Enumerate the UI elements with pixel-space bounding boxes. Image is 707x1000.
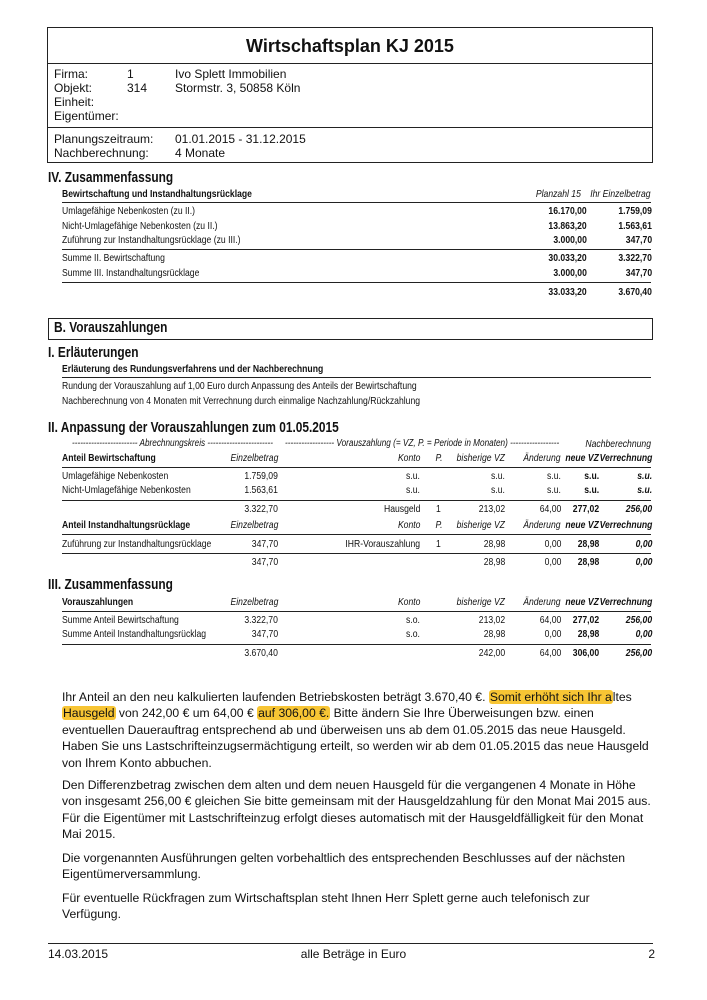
row-p: 1 (436, 538, 441, 550)
header-divider (48, 127, 652, 128)
label-objekt: Objekt: (54, 81, 93, 95)
section-iv-subtitle: Bewirtschaftung und Instandhaltungsrücklage (62, 188, 252, 200)
recalc-period: 4 Monate (175, 146, 226, 160)
col-einzel: Einzelbetrag (230, 596, 278, 608)
total-neu: 306,00 (572, 647, 599, 659)
rule (62, 534, 651, 535)
col-aend: Änderung (523, 519, 561, 531)
sum-aend: 64,00 (539, 503, 561, 515)
total-own: 3.670,40 (618, 286, 652, 298)
explanation-line: Rundung der Vorauszahlung auf 1,00 Euro durch Anpassung des Anteils der Bewirtschaftung (62, 380, 417, 392)
total-einzel: 3.670,40 (244, 647, 278, 659)
label-firma: Firma: (54, 67, 88, 81)
col-p: P. (435, 452, 443, 464)
row-aend: 64,00 (539, 614, 561, 626)
document-header (47, 27, 653, 163)
row-einzel: 347,70 (251, 538, 278, 550)
sum-bisher: 28,98 (483, 556, 505, 568)
col-neu: neue VZ (565, 519, 599, 531)
rule (62, 282, 651, 283)
section-i-subtitle: Erläuterung des Rundungsverfahrens und der Nachberechnung (62, 363, 324, 375)
planning-label: Planungszeitraum: (54, 132, 154, 146)
row-verr: 0,00 (635, 538, 652, 550)
sum-verr: 0,00 (635, 556, 652, 568)
document-title: Wirtschaftsplan KJ 2015 (48, 28, 652, 64)
row-neu: s.u. (584, 470, 599, 482)
row-einzel: 1.759,09 (244, 470, 278, 482)
col-einzel: Einzelbetrag (230, 519, 278, 531)
section-ii-title: II. Anpassung der Vorauszahlungen zum 01.05.2015 (48, 420, 339, 436)
sum-neu: 28,98 (577, 556, 599, 568)
row-aend: 0,00 (544, 538, 561, 550)
planning-values (175, 132, 306, 160)
sum-label: Summe III. Instandhaltungsrücklage (62, 267, 200, 279)
total-plan: 33.033,20 (548, 286, 587, 298)
section-b-box (48, 318, 653, 340)
objekt-address: Stormstr. 3, 50858 Köln (175, 81, 301, 95)
row-own: 1.563,61 (618, 220, 652, 232)
col-konto: Konto (397, 519, 420, 531)
rule (62, 377, 651, 378)
sum-p: 1 (436, 503, 441, 515)
row-label: Zuführung zur Instandhaltungsrücklage (62, 538, 212, 550)
sum-plan: 3.000,00 (553, 267, 587, 279)
group-abrechnungskreis: ------------------------ Abrechnungskreis ------------------------ (72, 438, 273, 449)
row-label: Zuführung zur Instandhaltungsrücklage (zu III.) (62, 234, 241, 246)
rule (62, 467, 651, 468)
info-labels (54, 67, 119, 123)
page-number: 2 (648, 947, 655, 961)
col-aend: Änderung (523, 452, 561, 464)
col-konto: Konto (397, 452, 420, 464)
row-plan: 13.863,20 (548, 220, 587, 232)
firma-name: Ivo Splett Immobilien (175, 67, 287, 81)
row-verr: 256,00 (625, 614, 652, 626)
paragraph-difference: Den Differenzbetrag zwischen dem alten und dem neuen Hausgeld für die vergangenen 4 Monate in Höhe von insgesamt 256,00 € gleichen Sie bitte gemeinsam mit der Hausgeldzahlung für den Monat Mai 2015 aus. Für die Eigentümer mit Lastschrifteinzug erfolgt dieses automatisch mit der Hausgeldfälligkeit für den Monat Mai 2015. (62, 778, 651, 842)
highlight: auf 306,00 €. (258, 706, 330, 721)
block-head: Anteil Instandhaltungsrücklage (62, 519, 191, 531)
rule (62, 202, 651, 203)
col-bisher: bisherige VZ (456, 452, 505, 464)
paragraph-contact: Für eventuelle Rückfragen zum Wirtschaftsplan steht Ihnen Herr Splett gerne auch telefonisch zur Verfügung. (62, 891, 590, 922)
row-bisher: 28,98 (483, 628, 505, 640)
col-einzel: Einzelbetrag (230, 452, 278, 464)
row-neu: 277,02 (572, 614, 599, 626)
row-own: 347,70 (625, 234, 652, 246)
row-einzel: 3.322,70 (244, 614, 278, 626)
row-label: Umlagefähige Nebenkosten (zu II.) (62, 205, 196, 217)
col-verr: Verrechnung (599, 452, 652, 464)
col-verr: Verrechnung (599, 519, 652, 531)
sum-einzel: 3.322,70 (244, 503, 278, 515)
rule (62, 611, 651, 612)
row-aend: 0,00 (544, 628, 561, 640)
row-bisher: 28,98 (483, 538, 505, 550)
label-eigentuemer: Eigentümer: (54, 109, 119, 123)
row-neu: 28,98 (577, 538, 599, 550)
col-verr: Verrechnung (599, 596, 652, 608)
total-aend: 64,00 (539, 647, 561, 659)
row-verr: 0,00 (635, 628, 652, 640)
recalc-label: Nachberechnung: (54, 146, 149, 160)
rule (62, 249, 651, 250)
col-neu: neue VZ (565, 596, 599, 608)
col-einzelbetrag: Ihr Einzelbetrag (590, 188, 651, 200)
col-planzahl: Planzahl 15 (536, 188, 581, 200)
row-konto: s.o. (406, 614, 420, 626)
row-bisher: 213,02 (478, 614, 505, 626)
sum-einzel: 347,70 (251, 556, 278, 568)
planning-labels (54, 132, 153, 160)
row-konto: s.o. (406, 628, 420, 640)
row-konto: s.u. (406, 484, 420, 496)
info-numbers (127, 67, 147, 95)
firma-number: 1 (127, 67, 134, 81)
sum-bisher: 213,02 (478, 503, 505, 515)
sum-verr: 256,00 (625, 503, 652, 515)
rule (62, 644, 651, 645)
row-label: Summe Anteil Instandhaltungsrücklag (62, 628, 207, 640)
sum-own: 3.322,70 (618, 252, 652, 264)
sum-label: Summe II. Bewirtschaftung (62, 252, 165, 264)
sum-plan: 30.033,20 (548, 252, 587, 264)
highlight: Somit erhöht sich Ihr a (489, 690, 612, 704)
objekt-number: 314 (127, 81, 148, 95)
block-head: Vorauszahlungen (62, 596, 134, 608)
paragraph-hausgeld-increase: Ihr Anteil an den neu kalkulierten laufenden Betriebskosten beträgt 3.670,40 €. Somit erhöht sich Ihr altes Hausgeld von 242,00 € um 64,00 € auf 306,00 €. Bitte ändern Sie Ihre Überweisungen bzw. einen eventuellen Dauerauftrag entsprechend ab und überweisen uns ab dem 01.05.2015 das neue Hausgeld. Haben Sie uns Lastschrifteinzugsermächtigung erteilt, so werden wir ab dem 01.05.2015 das neue Hausgeld von Ihrem Konto abbuchen. (62, 690, 649, 770)
planning-period: 01.01.2015 - 31.12.2015 (175, 132, 306, 146)
row-verr: s.u. (637, 470, 652, 482)
row-label: Nicht-Umlagefähige Nebenkosten (62, 484, 191, 496)
section-i-title: I. Erläuterungen (48, 345, 139, 361)
row-aend: s.u. (547, 470, 561, 482)
col-neu: neue VZ (565, 452, 599, 464)
group-nachberechnung: Nachberechnung (585, 438, 651, 450)
explanation-line: Nachberechnung von 4 Monaten mit Verrechnung durch einmalige Nachzahlung/Rückzahlung (62, 395, 421, 407)
row-konto: IHR-Vorauszahlung (345, 538, 420, 550)
label-einheit: Einheit: (54, 95, 95, 109)
col-bisher: bisherige VZ (456, 519, 505, 531)
row-einzel: 1.563,61 (244, 484, 278, 496)
col-aend: Änderung (523, 596, 561, 608)
row-plan: 16.170,00 (548, 205, 587, 217)
row-own: 1.759,09 (618, 205, 652, 217)
row-einzel: 347,70 (251, 628, 278, 640)
row-label: Nicht-Umlagefähige Nebenkosten (zu II.) (62, 220, 218, 232)
col-p: P. (435, 519, 443, 531)
sum-konto: Hausgeld (383, 503, 420, 515)
total-verr: 256,00 (625, 647, 652, 659)
sum-aend: 0,00 (544, 556, 561, 568)
row-neu: s.u. (584, 484, 599, 496)
section-iv-title: IV. Zusammenfassung (48, 170, 174, 186)
row-aend: s.u. (547, 484, 561, 496)
row-label: Umlagefähige Nebenkosten (62, 470, 169, 482)
row-label: Summe Anteil Bewirtschaftung (62, 614, 179, 626)
row-neu: 28,98 (577, 628, 599, 640)
highlight: Hausgeld (63, 706, 115, 721)
row-verr: s.u. (637, 484, 652, 496)
section-b-title: B. Vorauszahlungen (54, 320, 168, 336)
footer-date: 14.03.2015 (48, 947, 109, 961)
row-konto: s.u. (406, 470, 420, 482)
col-bisher: bisherige VZ (456, 596, 505, 608)
footer-note: alle Beträge in Euro (300, 947, 407, 961)
group-vorauszahlung: ------------------ Vorauszahlung (= VZ, P. = Periode in Monaten) ------------------ (285, 438, 560, 449)
block-head: Anteil Bewirtschaftung (62, 452, 156, 464)
row-bisher: s.u. (491, 470, 505, 482)
paragraph-disclaimer: Die vorgenannten Ausführungen gelten vorbehaltlich des entsprechenden Beschlusses auf der nächsten Eigentümerversammlung. (62, 851, 626, 882)
rule (62, 553, 651, 554)
row-plan: 3.000,00 (553, 234, 587, 246)
section-iii-title: III. Zusammenfassung (48, 577, 173, 593)
row-bisher: s.u. (491, 484, 505, 496)
rule (62, 500, 651, 501)
sum-own: 347,70 (625, 267, 652, 279)
info-values (175, 67, 300, 95)
total-bisher: 242,00 (478, 647, 505, 659)
sum-neu: 277,02 (572, 503, 599, 515)
footer-rule (48, 943, 653, 944)
col-konto: Konto (397, 596, 420, 608)
